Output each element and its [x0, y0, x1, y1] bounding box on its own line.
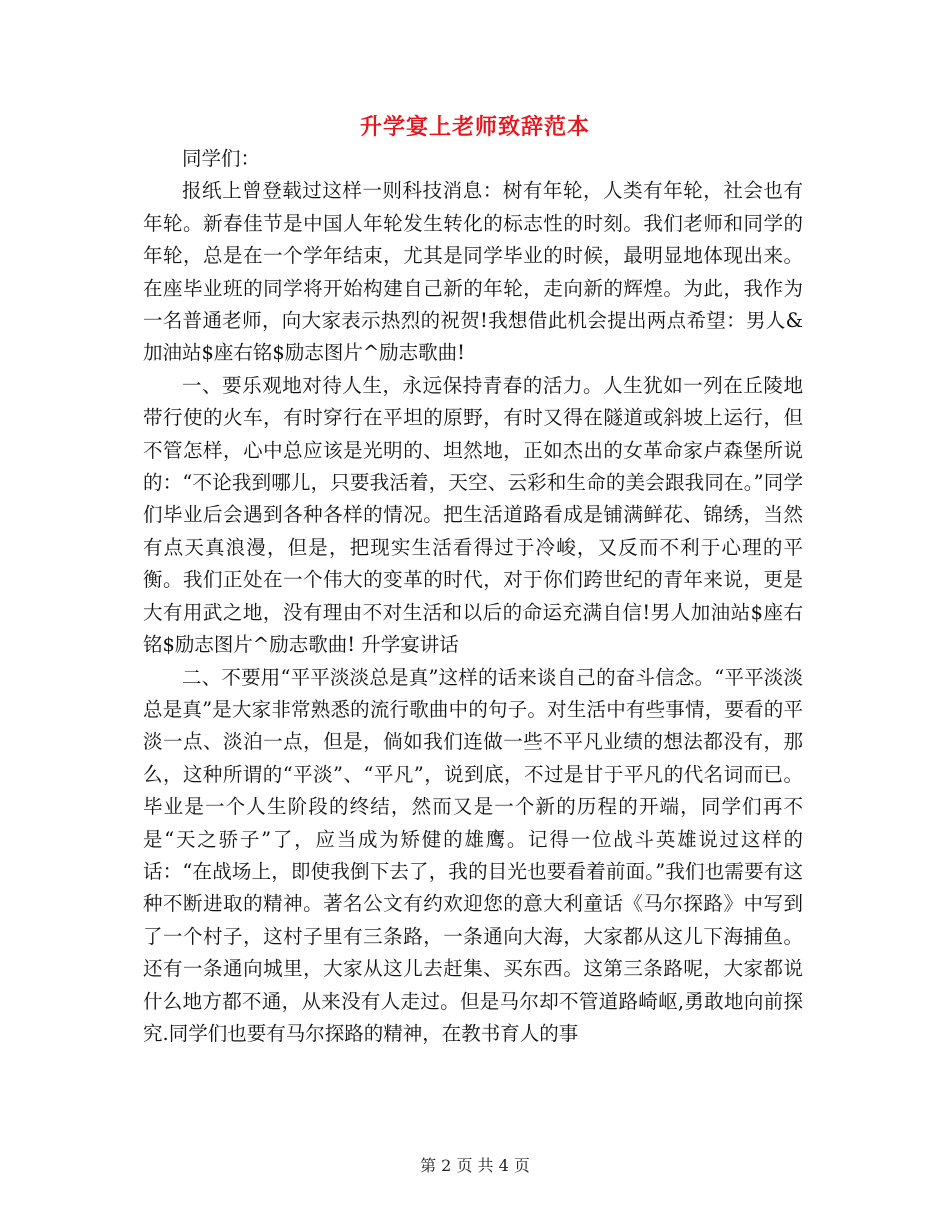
- document-title: 升学宴上老师致辞范本: [359, 114, 590, 140]
- page-footer: 第 2 页 共 4 页: [420, 1156, 530, 1175]
- intro-paragraph: 报纸上曾登载过这样一则科技消息：树有年轮，人类有年轮，社会也有年轮。新春佳节是中国人年轮发生转化的标志性的时刻。我们老师和同学的年轮，总是在一个学年结束，尤其是同学毕业的时候，最明显地体现出来。在座毕业班的同学将开始构建自己新的年轮，走向新的辉煌。为此，我作为一名普通老师，向大家表示热烈的祝贺!我想借此机会提出两点希望：男人&加油站$座右铭$励志图片^励志歌曲!: [143, 179, 803, 365]
- second-point-paragraph: 二、不要用“平平淡淡总是真”这样的话来谈自己的奋斗信念。“平平淡淡总是真”是大家非常熟悉的流行歌曲中的句子。对生活中有些事情，要看的平淡一点、淡泊一点，但是，倘如我们连做一些不平凡业绩的想法都没有，那么，这种所谓的“平淡”、“平凡”，说到底，不过是甘于平凡的代名词而已。毕业是一个人生阶段的终结，然而又是一个新的历程的开端，同学们再不是“天之骄子”了，应当成为矫健的雄鹰。记得一位战斗英雄说过这样的话：“在战场上，即使我倒下去了，我的目光也要看着前面。”我们也需要有这种不断进取的精神。著名公文有约欢迎您的意大利童话《马尔探路》中写到了一个村子，这村子里有三条路，一条通向大海，大家都从这儿下海捕鱼。还有一条通向城里，大家从这儿去赶集、买东西。这第三条路呢，大家都说什么地方都不通，从来没有人走过。但是马尔却不管道路崎岖,勇敢地向前探究.同学们也要有马尔探路的精神，在教书育人的事: [143, 665, 803, 1045]
- document-body: [143, 143, 803, 1050]
- salutation-paragraph: 同学们：: [182, 147, 261, 170]
- first-point-paragraph: 一、要乐观地对待人生，永远保持青春的活力。人生犹如一列在丘陵地带行使的火车，有时穿行在平坦的原野，有时又得在隧道或斜坡上运行，但不管怎样，心中总应该是光明的、坦然地，正如杰出的女革命家卢森堡所说的：“不论我到哪儿，只要我活着，天空、云彩和生命的美会跟我同在。”同学们毕业后会遇到各种各样的情况。把生活道路看成是铺满鲜花、锦绣，当然有点天真浪漫，但是，把现实生活看得过于冷峻，又反而不利于心理的平衡。我们正处在一个伟大的变革的时代，对于你们跨世纪的青年来说，更是大有用武之地，没有理由不对生活和以后的命运充满自信!男人加油站$座右铭$励志图片^励志歌曲! 升学宴讲话: [143, 373, 803, 657]
